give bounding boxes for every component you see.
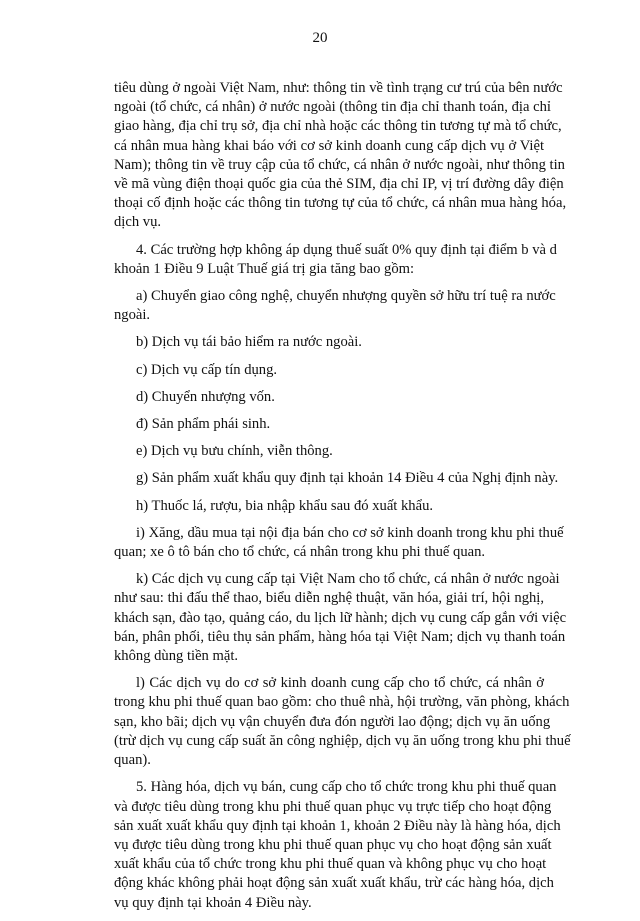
text-line: g) Sản phẩm xuất khẩu quy định tại khoản 14 Điều 4 của Nghị định này. xyxy=(136,470,559,487)
text-line: và được tiêu dùng trong khu phi thuế quan phục vụ trực tiếp cho hoạt động xyxy=(114,798,552,815)
item-h xyxy=(114,497,544,516)
page-number: 20 xyxy=(312,30,328,46)
text-line: không dùng tiền mặt. xyxy=(114,648,239,665)
text-line: động khác không phải hoạt động sản xuất xuất khẩu, trừ các hàng hóa, dịch xyxy=(114,875,554,892)
text-line: (trừ dịch vụ cung cấp suất ăn công nghiệp, dịch vụ ăn uống trong khu phi thuế xyxy=(114,732,571,749)
text-line: dịch vụ. xyxy=(114,214,162,231)
text-line: giao hàng, địa chỉ trụ sở, địa chỉ nhà hoặc các thông tin tương tự mà tổ chức, xyxy=(114,118,562,135)
text-line: xuất khẩu của tổ chức trong khu phi thuế quan và không phục vụ cho hoạt xyxy=(114,856,547,873)
text-line: ngoài. xyxy=(114,307,151,324)
text-line: vụ quy định tại khoản 4 Điều này. xyxy=(114,894,312,911)
text-line: khách sạn, đào tạo, quảng cáo, du lịch lữ hành; dịch vụ cung cấp gắn với việc xyxy=(114,609,567,626)
text-line: b) Dịch vụ tái bảo hiểm ra nước ngoài. xyxy=(136,334,362,351)
text-line: về mã vùng điện thoại quốc gia của thẻ SIM, địa chỉ IP, vị trí đường dây điện xyxy=(114,176,564,193)
document-body xyxy=(114,79,571,921)
text-line: e) Dịch vụ bưu chính, viễn thông. xyxy=(136,443,333,460)
item-b xyxy=(114,333,544,352)
text-line: vụ được tiêu dùng trong khu phi thuế quan phục vụ cho hoạt động sản xuất xyxy=(114,836,552,853)
item-i xyxy=(114,524,564,562)
item-l xyxy=(114,674,571,770)
paragraph-4 xyxy=(114,241,557,279)
item-c xyxy=(114,361,544,380)
text-line: k) Các dịch vụ cung cấp tại Việt Nam cho tổ chức, cá nhân ở nước ngoài xyxy=(136,571,560,588)
text-line: 4. Các trường hợp không áp dụng thuế suất 0% quy định tại điểm b và d xyxy=(136,241,557,258)
item-k xyxy=(114,570,567,666)
text-line: cá nhân mua hàng khai báo với cơ sở kinh doanh cung cấp dịch vụ ở Việt xyxy=(114,137,544,154)
text-line: trong khu phi thuế quan bao gồm: cho thuê nhà, hội trường, văn phòng, khách xyxy=(114,694,570,711)
text-line: như sau: thi đấu thể thao, biểu diễn nghệ thuật, văn hóa, giải trí, hội nghị, xyxy=(114,590,544,607)
text-line: 5. Hàng hóa, dịch vụ bán, cung cấp cho tổ chức trong khu phi thuế quan xyxy=(136,779,557,796)
item-dd xyxy=(114,415,544,434)
paragraph-5 xyxy=(114,778,561,912)
text-line: h) Thuốc lá, rượu, bia nhập khẩu sau đó xuất khẩu. xyxy=(136,497,434,514)
text-line: l) Các dịch vụ do cơ sở kinh doanh cung cấp cho tổ chức, cá nhân ở xyxy=(136,675,544,692)
text-line: thoại cố định hoặc các thông tin tương tự của tổ chức, cá nhân mua hàng hóa, xyxy=(114,195,567,212)
text-line: tiêu dùng ở ngoài Việt Nam, như: thông tin về tình trạng cư trú của bên nước xyxy=(114,80,563,96)
text-line: quan; xe ô tô bán cho tổ chức, cá nhân trong khu phi thuế quan. xyxy=(114,544,486,561)
text-line: d) Chuyển nhượng vốn. xyxy=(136,388,275,405)
text-line: a) Chuyển giao công nghệ, chuyển nhượng quyền sở hữu trí tuệ ra nước xyxy=(136,288,556,305)
item-a xyxy=(114,287,556,325)
text-line: ngoài (tổ chức, cá nhân) ở nước ngoài (thông tin địa chỉ thanh toán, địa chỉ xyxy=(114,99,551,116)
paragraph-1 xyxy=(114,79,567,233)
text-line: c) Dịch vụ cấp tín dụng. xyxy=(136,361,278,378)
text-line: đ) Sản phẩm phái sinh. xyxy=(136,416,271,433)
item-e xyxy=(114,442,544,461)
item-g xyxy=(114,469,559,488)
text-line: sạn, kho bãi; dịch vụ vận chuyển đưa đón người lao động; dịch vụ ăn uống xyxy=(114,713,551,730)
text-line: quan). xyxy=(114,752,151,769)
text-line: bán, phân phối, tiêu thụ sản phẩm, hàng hóa tại Việt Nam; dịch vụ thanh toán xyxy=(114,628,566,645)
item-d xyxy=(114,388,544,407)
text-line: sản xuất xuất khẩu quy định tại khoản 1, khoản 2 Điều này là hàng hóa, dịch xyxy=(114,817,561,834)
text-line: i) Xăng, dầu mua tại nội địa bán cho cơ sở kinh doanh trong khu phi thuế xyxy=(136,524,564,541)
text-line: Nam); thông tin về truy cập của tổ chức, cá nhân ở nước ngoài, như thông tin xyxy=(114,156,565,173)
text-line: khoản 1 Điều 9 Luật Thuế giá trị gia tăng bao gồm: xyxy=(114,260,415,277)
